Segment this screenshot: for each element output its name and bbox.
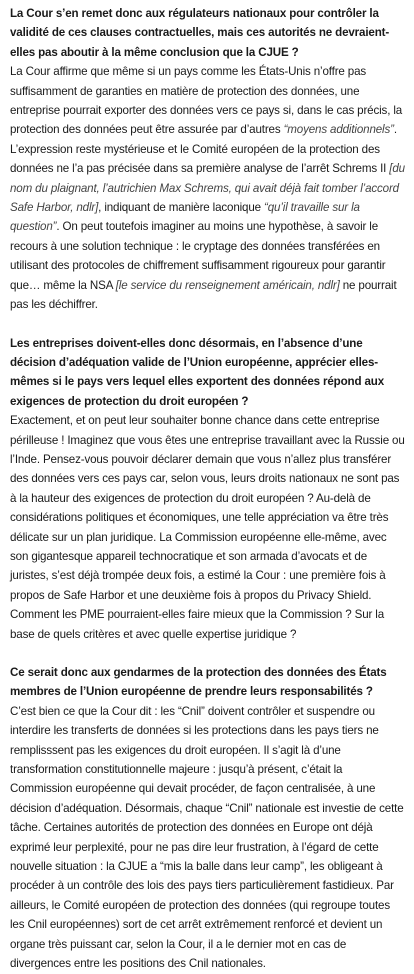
answer-1-text-b: . L’expression reste mystérieuse et le Comité européen de la protection des données ne l’a pas précisée dans sa première analyse de l’arrêt Schrems II [10,123,397,176]
answer-1-italic-moyens: “moyens additionnels” [283,123,394,137]
interview-question-2: Les entreprises doivent-elles donc désormais, en l’absence d’une décision d’adéquation valide de l’Union européenne, apprécier elles-mêmes si le pays vers lequel elles exportent des données répond aux exigences de protection du droit européen ? [10,336,384,408]
interview-answer-1 [10,62,406,314]
answer-1-text-e: ne pourrait pas les déchiffrer. [10,278,397,312]
answer-1-text-a: La Cour affirme que même si un pays comme les États-Unis n’offre pas suffisamment de garanties en matière de protection des données, une entreprise pourrait exporter des données vers ce pays si, dans le cas précis, la protection des données peut être assurée par d’autres [10,65,403,137]
paragraph-spacer [10,315,406,334]
answer-1-italic-schrems-note: [du nom du plaignant, l’autrichien Max Schrems, qui avait déjà fait tomber l’accord Safe Harbor, ndlr] [10,162,405,215]
interview-question-3: Ce serait donc aux gendarmes de la protection des données des États membres de l’Union européenne de prendre leurs responsabilités ? [10,666,387,699]
interview-answer-2: Exactement, et on peut leur souhaiter bonne chance dans cette entreprise périlleuse ! Imaginez que vous êtes une entreprise travaillant avec la Russie ou l’Inde. Pensez-vous pouvoir déclarer demain que vous n’allez plus transférer des données vers ces pays car, selon vous, leurs droits nationaux ne sont pas à la hauteur des exigences de protection du droit européen ? Au-delà de considérations politiques et économiques, une telle appréciation va être très délicate sur un plan juridique. La Commission européenne elle-même, avec son gigantesque appareil technocratique et son armada d’avocats et de juristes, s’est déjà trompée deux fois, a estimé la Cour : une première fois à propos de Safe Harbor et une deuxième fois à propos du Privacy Shield. Comment les PME pourraient-elles faire mieux que la Commission ? Sur la base de quels critères et avec quelle expertise juridique ? [10,414,405,641]
interview-question-1: La Cour s’en remet donc aux régulateurs nationaux pour contrôler la validité de ces clauses contractuelles, mais ces autorités ne devraient-elles pas aboutir à la même conclusion que la CJUE ? [10,7,390,59]
answer-1-italic-question: “qu’il travaille sur la question” [10,201,360,234]
answer-1-italic-nsa-note: [le service du renseignement américain, ndlr] [115,278,340,292]
answer-1-text-d: . On peut toutefois imaginer au moins une hypothèse, à savoir le recours à une solution technique : le cryptage des données transférées en utilisant des protocoles de chiffrement suffisamment rigoureux pour garantir que… même la NSA [10,220,386,292]
answer-1-text-c: , indiquant de manière laconique [98,201,265,215]
paragraph-spacer [10,644,406,663]
interview-answer-3: C’est bien ce que la Cour dit : les “Cnil” doivent contrôler et suspendre ou interdire les transferts de données si les protections dans les pays tiers ne remplisssent pas les exigences du droit européen. Il s’agit là d’une transformation constitutionnelle majeure : jusqu’à présent, c’était la Commission européenne qui devait procéder, de façon centralisée, à une décision d’adéquation. Désormais, chaque “Cnil” nationale est investie de cette tâche. Certaines autorités de protection des données en Europe ont déjà exprimé leur perplexité, pour ne pas dire leur frustration, à l’égard de cette nouvelle situation : la CJUE a “mis la balle dans leur camp”, les obligeant à procéder à un contrôle des lois des pays tiers particulièrement fastidieux. Par ailleurs, le Comité européen de protection des données (qui regroupe toutes les Cnil européennes) sort de cet arrêt extrêmement renforcé et devient un organe très puissant car, selon la Cour, il a le dernier mot en cas de divergences entre les positions des Cnil nationales. [10,704,404,971]
